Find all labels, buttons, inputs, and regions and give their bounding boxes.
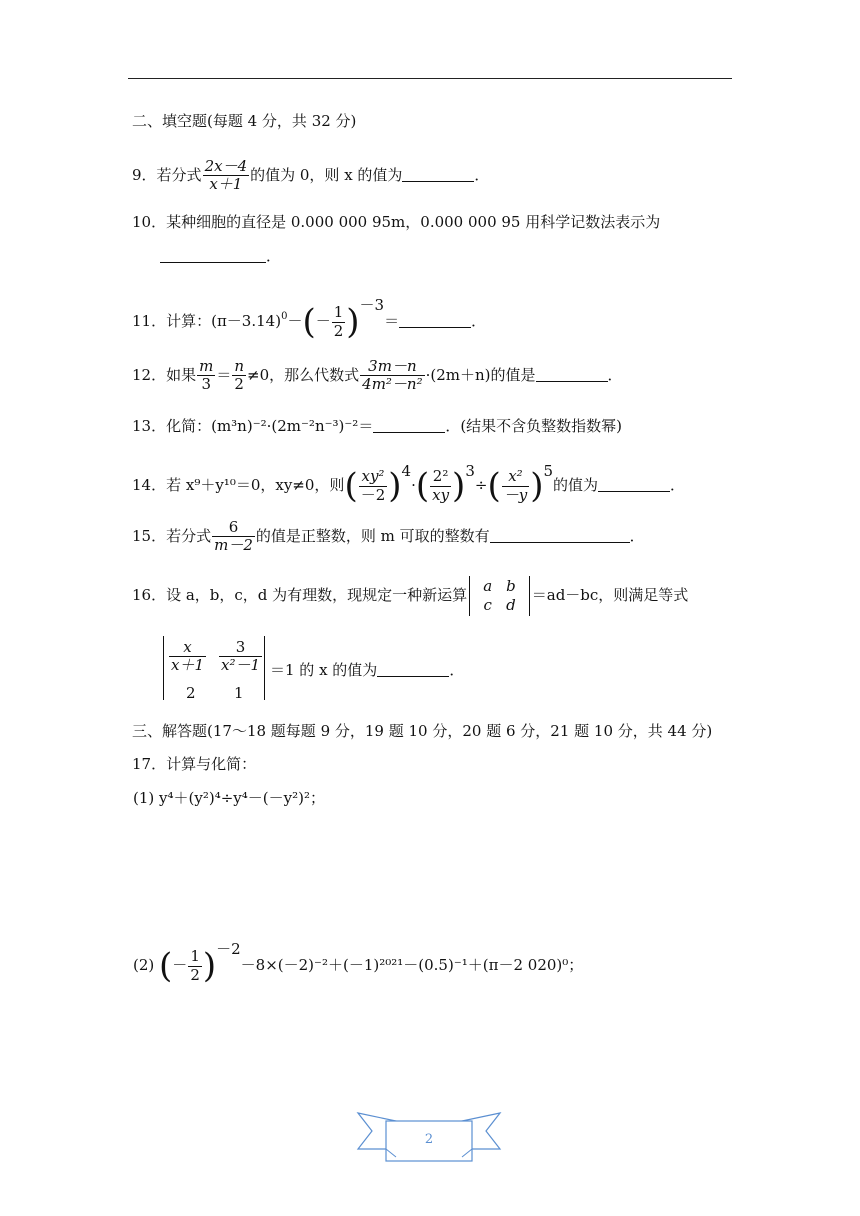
q17-part-2: (2) (－ $\frac{1}{2}$ )－2－8×(－2)⁻²＋(－1)²⁰²¹－(0.5)⁻¹＋(π－2 020)⁰； <box>133 940 584 986</box>
q12-f3-den: 4m²－n² <box>362 375 423 394</box>
q17-p2-label: (2) <box>133 956 155 974</box>
q9-frac-den: x＋1 <box>209 175 243 194</box>
q11-number: 11． <box>132 312 167 330</box>
q12-answer-blank[interactable] <box>536 367 608 382</box>
q16-t-fraction <box>219 639 262 675</box>
question-12 <box>132 358 623 394</box>
question-10 <box>132 215 660 230</box>
q9-fraction <box>203 158 250 194</box>
q16-end: ． <box>449 661 465 679</box>
q16-post: ＝ad－bc，则满足等式 <box>531 586 689 604</box>
q17-title: 17．计算与化简： <box>132 755 257 773</box>
q12-number: 12． <box>132 365 167 384</box>
q15-post: 的值是正整数，则 m 可取的整数有 <box>255 526 490 545</box>
q12-frac-1 <box>197 358 215 394</box>
q14-a-exp: 4 <box>401 462 412 480</box>
question-11: 11．计算：$(\pi-3.14)^0-(-$ $\frac{1}{2}$ )－3＝ ． <box>132 296 487 342</box>
q14-answer-blank[interactable] <box>598 477 670 492</box>
question-14: 14．若 x⁹＋y¹⁰＝0，xy≠0，则( $\frac{\text{xy²}}{-2}$ )4·( $\frac{\text{2²}}{xy}$ )3÷( $\frac{\text{x²}}{-y}$ )5的值为 ． <box>132 462 686 506</box>
question-10-line2 <box>160 248 281 264</box>
q11-frac-den: 2 <box>333 321 344 340</box>
q17-p2-exp: －2 <box>216 940 241 958</box>
q14-frac-c <box>502 468 529 504</box>
q16-two: 2 <box>186 684 196 702</box>
q11-frac-num: 1 <box>333 303 344 322</box>
q14-a-den: －2 <box>360 485 386 504</box>
q15-frac-num: 6 <box>212 519 255 537</box>
q16-det-d: d <box>506 596 516 614</box>
q17-p2-fraction <box>188 948 202 984</box>
q14-b-num: 2² <box>430 468 451 486</box>
q12-f2-den: 2 <box>234 375 244 394</box>
q14-dot: · <box>411 476 416 494</box>
question-15 <box>132 519 645 555</box>
q11-neg: － <box>315 312 331 330</box>
question-13 <box>132 418 622 434</box>
q10-number: 10． <box>132 213 167 231</box>
q12-f1-den: 3 <box>201 375 211 394</box>
q14-b-exp: 3 <box>465 462 475 480</box>
q12-f1-num: m <box>199 357 214 375</box>
q15-pre: 若分式 <box>166 526 212 545</box>
q16-det-c: c <box>483 596 492 614</box>
q12-post: ·(2m＋n)的值是 <box>425 365 536 384</box>
q10-text: 某种细胞的直径是 0.000 000 95m，0.000 000 95 用科学记数法表示为 <box>166 213 661 231</box>
q14-b-den: xy <box>432 485 450 504</box>
question-16 <box>132 576 688 616</box>
q16-det-a: a <box>483 577 493 595</box>
q10-answer-blank[interactable] <box>160 248 266 263</box>
q17-p2-frac-num: 1 <box>190 947 200 966</box>
q13-answer-blank[interactable] <box>373 418 445 433</box>
q10-end: ． <box>266 247 282 265</box>
q14-c-num: x² <box>502 468 529 486</box>
header-rule <box>128 78 732 79</box>
q16-equation-determinant <box>163 636 265 700</box>
q14-number: 14． <box>132 476 167 494</box>
q12-f2-num: n <box>234 357 245 375</box>
q16-x-num: x <box>169 639 206 657</box>
q12-frac-2 <box>232 358 246 394</box>
question-16-line2 <box>270 662 464 678</box>
q9-post: 的值为 0，则 x 的值为 <box>250 165 403 184</box>
q15-frac-den: m－2 <box>214 536 253 555</box>
q11-exp: －3 <box>359 296 385 314</box>
q12-frac-3 <box>360 358 424 394</box>
q16-answer-blank[interactable] <box>377 662 449 677</box>
q14-c-exp: 5 <box>543 462 553 480</box>
q16-one: 1 <box>234 684 244 702</box>
q16-number: 16． <box>132 586 167 604</box>
q14-post: 的值为 <box>553 476 599 494</box>
page-number: 2 <box>424 1132 434 1147</box>
q9-answer-blank[interactable] <box>402 167 474 182</box>
q16-pre: 设 a，b，c，d 为有理数，现规定一种新运算 <box>166 586 468 604</box>
q16-t-num: 3 <box>219 639 262 657</box>
q14-frac-a <box>359 468 388 504</box>
section-3-title: 三、解答题(17～18 题每题 9 分，19 题 10 分，20 题 6 分，21 题 10 分，共 44 分) <box>132 722 713 740</box>
q11-exp0: 0 <box>281 311 288 322</box>
q16-t-den: x²－1 <box>221 656 261 675</box>
q15-end: ． <box>629 526 645 545</box>
q15-answer-blank[interactable] <box>490 528 630 543</box>
q11-minus: － <box>287 312 303 330</box>
q17-p2-frac-den: 2 <box>190 965 200 984</box>
q12-f3-num: 3m－n <box>360 358 424 376</box>
section-2-title: 二、填空题(每题 4 分，共 32 分) <box>132 112 357 130</box>
q16-line2-post: ＝1 的 x 的值为 <box>270 661 378 679</box>
q11-fraction <box>332 304 346 340</box>
q17-part-1: (1) y⁴＋(y²)⁴÷y⁴－(－y²)²； <box>133 789 325 807</box>
q12-eq: ＝ <box>216 365 232 384</box>
q14-end: ． <box>670 476 686 494</box>
q14-c-den: －y <box>503 485 528 504</box>
q15-number: 15． <box>132 526 167 545</box>
question-9 <box>132 158 489 194</box>
q14-div: ÷ <box>474 476 488 494</box>
q16-x-den: x＋1 <box>171 656 205 675</box>
q12-neq: ≠0，那么代数式 <box>247 365 360 384</box>
q14-frac-b <box>430 468 451 504</box>
page-number-badge <box>356 1105 502 1165</box>
q17-p2-neg: － <box>172 956 188 974</box>
q9-number: 9． <box>132 165 157 184</box>
q9-frac-num: 2x－4 <box>204 157 248 175</box>
q17-p2-rest: －8×(－2)⁻²＋(－1)²⁰²¹－(0.5)⁻¹＋(π－2 020)⁰； <box>240 956 584 974</box>
q16-det-b: b <box>506 577 516 595</box>
q14-a-num: xy² <box>359 468 388 486</box>
q11-answer-blank[interactable] <box>399 313 471 328</box>
q12-end: ． <box>607 365 623 384</box>
q13-number: 13． <box>132 417 167 435</box>
q9-end: ． <box>474 165 490 184</box>
q14-pre: 若 x⁹＋y¹⁰＝0，xy≠0，则 <box>166 476 345 494</box>
q13-end: ．(结果不含负整数指数幂) <box>445 417 623 435</box>
q15-fraction <box>212 519 255 555</box>
q16-x-fraction <box>169 639 206 675</box>
q12-pre: 如果 <box>166 365 197 384</box>
q9-pre: 若分式 <box>156 165 202 184</box>
q11-eq: ＝ <box>384 312 400 330</box>
q11-end: ． <box>471 312 487 330</box>
q11-pre: 计算：(π－3.14) <box>166 312 282 330</box>
q13-text: 化简：(m³n)⁻²·(2m⁻²n⁻³)⁻²＝ <box>166 417 374 435</box>
q16-determinant <box>469 576 530 616</box>
